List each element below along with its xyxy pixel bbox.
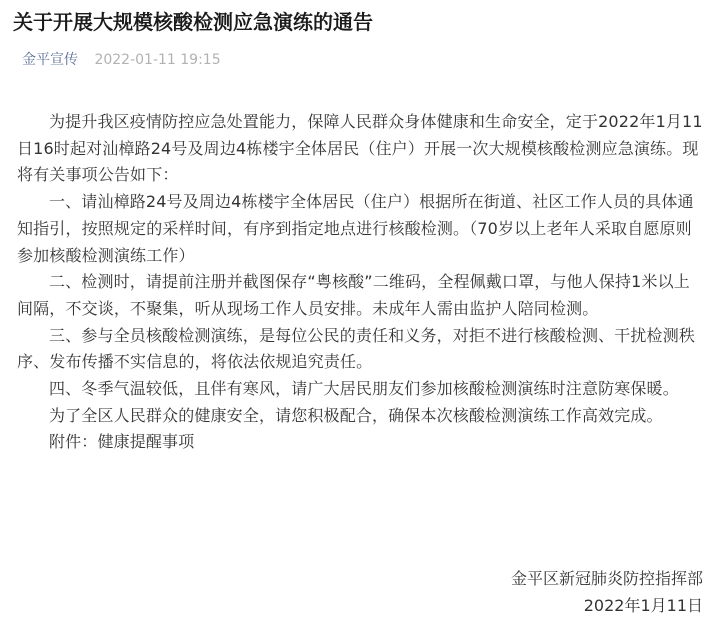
body-paragraph-item-1: 一、请汕樟路24号及周边4栋楼宇全体居民（住户）根据所在街道、社区工作人员的具体通知指引，按照规定的采样时间，有序到指定地点进行核酸检测。（70岁以上老年人采取自愿原则参加核酸检测演练工作） xyxy=(17,192,694,265)
body-paragraph-item-3: 三、参与全员核酸检测演练，是每位公民的责任和义务，对拒不进行核酸检测、干扰检测秩序、发布传播不实信息的，将依法依规追究责任。 xyxy=(17,325,696,372)
body-paragraph-item-2: 二、检测时，请提前注册并截图保存“粤核酸”二维码，全程佩戴口罩，与他人保持1米以上间隔，不交谈，不聚集，听从现场工作人员安排。未成年人需由监护人陪同检测。 xyxy=(17,272,690,318)
article-body xyxy=(17,109,705,456)
article-meta xyxy=(22,50,221,70)
publish-datetime: 2022-01-11 19:15 xyxy=(94,52,221,68)
body-paragraph-closing: 为了全区人民群众的健康安全，请您积极配合，确保本次核酸检测演练工作高效完成。 xyxy=(49,405,663,425)
signature-block xyxy=(511,566,703,619)
body-paragraph-item-4: 四、冬季气温较低，且伴有寒风，请广大居民朋友们参加核酸检测演练时注意防寒保暖。 xyxy=(49,379,679,399)
author-link[interactable]: 金平宣传 xyxy=(22,52,78,68)
article-title: 关于开展大规模核酸检测应急演练的通告 xyxy=(13,10,373,34)
signature-date: 2022年1月11日 xyxy=(583,595,703,615)
attachment-line: 附件：健康提醒事项 xyxy=(49,432,195,452)
signature-org: 金平区新冠肺炎防控指挥部 xyxy=(510,569,703,588)
body-paragraph-intro: 为提升我区疫情防控应急处置能力，保障人民群众身体健康和生命安全，定于2022年1月11日16时起对汕樟路24号及周边4栋楼宇全体居民（住户）开展一次大规模核酸检测应急演练。现将有关事项公告如下： xyxy=(17,112,703,185)
